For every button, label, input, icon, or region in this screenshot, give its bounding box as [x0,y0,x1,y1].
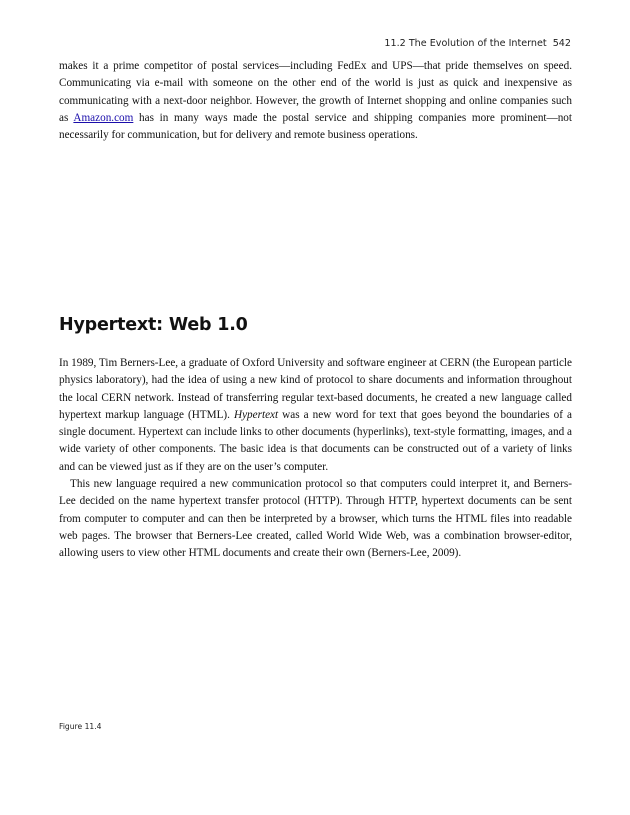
paragraph-1-text-a: In 1989, Tim Berners-Lee, a graduate of Oxford University and software engineer at CERN (the European particle physics laboratory), had the idea of using a new kind of protocol to share documents and information throughout the local CERN network. Instead of transferring regular text-based documents, he created a new language called hypertext markup language (HTML). [59,357,572,421]
paragraph-text-after-link: has in many ways made the postal service and shipping companies more prominent—not necessarily for communication, but for delivery and remote business operations. [59,111,572,142]
figure-caption: Figure 11.4 [59,722,102,731]
paragraph-text-before-link: makes it a prime competitor of postal services—including FedEx and UPS—that pride themselves on speed. Communicating via e-mail with someone on the other end of the world is just as quick and inexpensive as communicating with a next-door neighbor. However, the growth of Internet shopping and online companies such as [59,60,572,124]
running-header [384,38,571,49]
body-paragraph-continued [59,58,572,144]
page-number: 542 [552,38,571,49]
body-paragraph-2 [59,476,572,562]
section-heading: Hypertext: Web 1.0 [59,315,248,335]
paragraph-2-text: This new language required a new communication protocol so that computers could interpret it, and Berners-Lee decided on the name hypertext transfer protocol (HTTP). Through HTTP, hypertext documents can be sent from computer to computer and can then be interpreted by a browser, which turns the HTML files into readable web pages. The browser that Berners-Lee created, called World Wide Web, was a combination browser-editor, allowing users to view other HTML documents and create their own (Berners-Lee, 2009). [59,478,572,560]
italic-term-hypertext: Hypertext [234,408,279,421]
running-header-title: 11.2 The Evolution of the Internet [384,38,547,49]
body-paragraph-1 [59,355,572,476]
paragraph-1-text-b: was a new word for text that goes beyond the boundaries of a single document. Hypertext can include links to other documents (hyperlinks), text-style formatting, images, and a wide variety of other components. The basic idea is that documents can be constructed out of a variety of links and can be viewed just as if they are on the user’s computer. [59,408,572,473]
amazon-link[interactable]: Amazon.com [73,111,134,124]
